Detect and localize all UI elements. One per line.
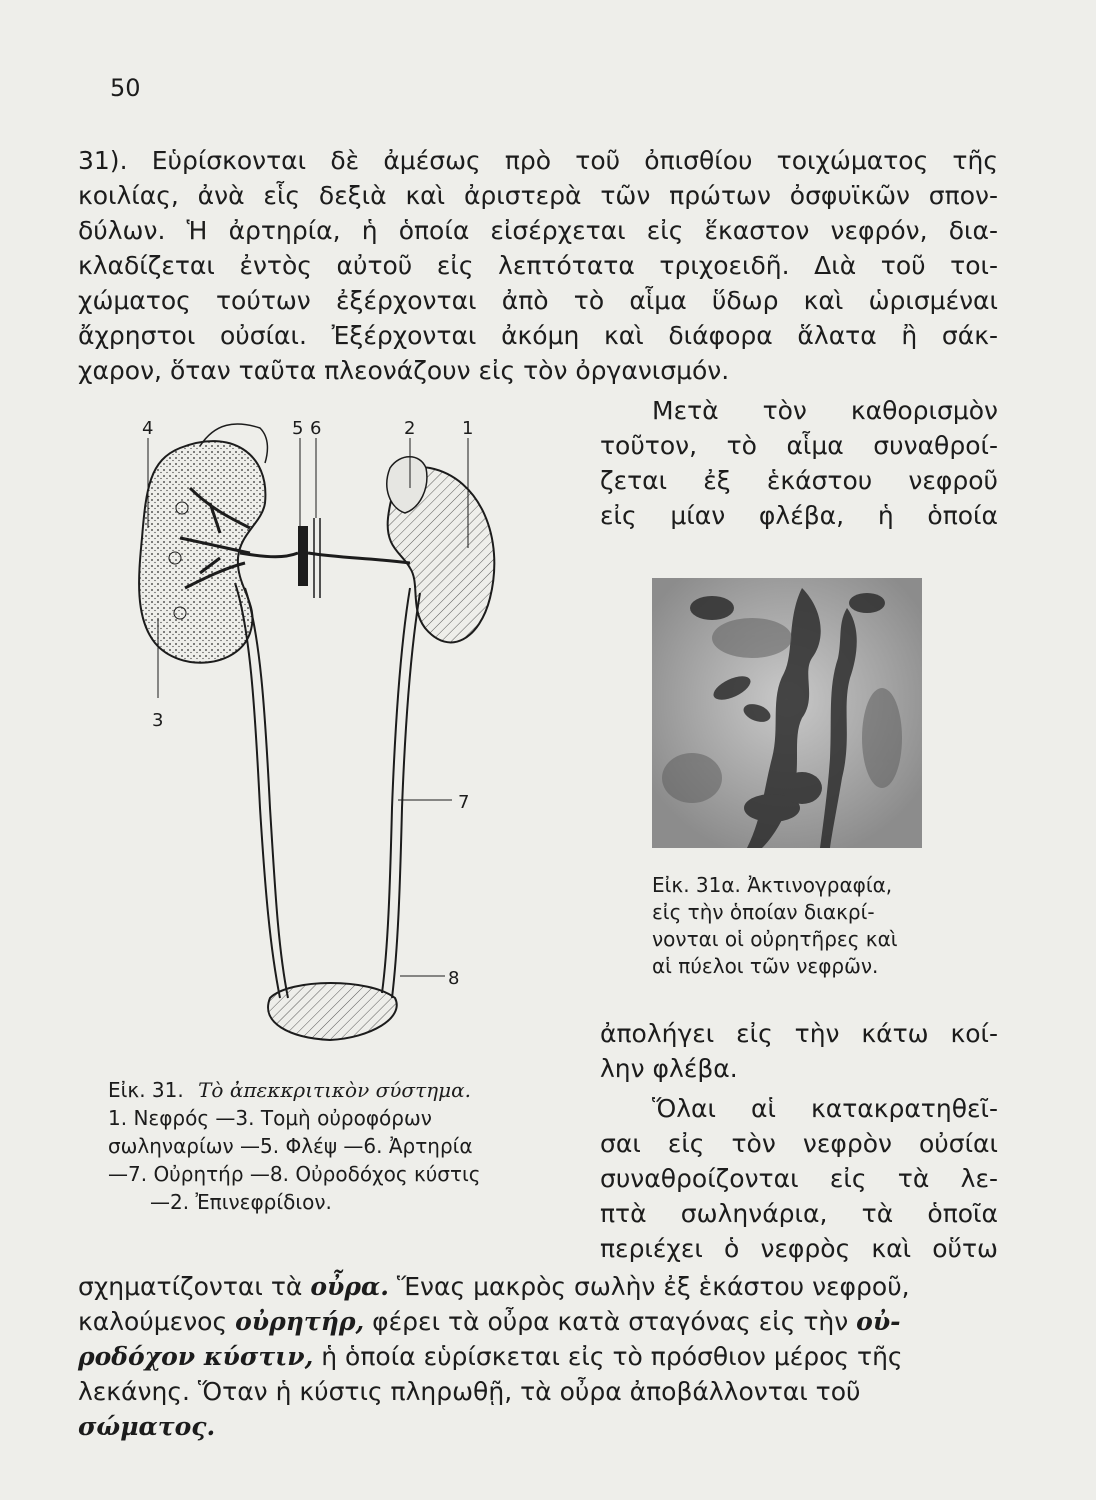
text-span: σχηματίζονται τὰ xyxy=(78,1272,311,1301)
text-line xyxy=(78,1341,998,1373)
text-span: φέρει τὰ οὖρα κατὰ σταγόνας εἰς τὴν xyxy=(364,1307,857,1336)
figure-caption-line: —7. Οὐρητήρ —8. Οὐροδόχος κύστις xyxy=(108,1162,481,1186)
text-line: τοῦτον, τὸ αἷμα συναθροί- xyxy=(600,431,998,460)
text-span: ἡ ὁποία εὑρίσκεται εἰς τὸ πρόσθιον μέρος τῆς xyxy=(313,1342,903,1371)
text-line: εἰς μίαν φλέβα, ἡ ὁποία xyxy=(600,501,998,530)
text-line xyxy=(78,1306,998,1338)
label-7: 7 xyxy=(458,792,470,813)
excretory-system-diagram xyxy=(120,408,500,1068)
label-3: 3 xyxy=(152,710,164,731)
vein xyxy=(298,526,308,586)
emphasis: σώματος. xyxy=(78,1412,216,1441)
label-6: 6 xyxy=(310,418,322,439)
photo-caption-line: εἰς τὴν ὁποίαν διακρί- xyxy=(652,900,875,924)
text-line: συναθροίζονται εἰς τὰ λε- xyxy=(600,1164,998,1193)
text-span: καλούμενος xyxy=(78,1307,236,1336)
text-line: σαι εἰς τὸν νεφρὸν οὐσίαι xyxy=(600,1129,998,1158)
text-line: ἄχρηστοι οὐσίαι. Ἐξέρχονται ἀκόμη καὶ διάφορα ἅλατα ἢ σάκ- xyxy=(78,321,998,350)
text-line: περιέχει ὁ νεφρὸς καὶ οὕτω xyxy=(600,1234,998,1263)
text-line: δύλων. Ἡ ἀρτηρία, ἡ ὁποία εἰσέρχεται εἰς ἕκαστον νεφρόν, δια- xyxy=(78,216,998,245)
photo-caption-line: νονται οἱ οὐρητῆρες καὶ xyxy=(652,927,898,951)
figure-label: Εἰκ. 31. xyxy=(108,1078,184,1102)
label-4: 4 xyxy=(142,418,154,439)
emphasis: ροδόχον κύστιν, xyxy=(78,1342,314,1371)
page-number: 50 xyxy=(110,74,141,102)
figure-title: Τὸ ἀπεκκριτικὸν σύστημα. xyxy=(198,1078,471,1102)
text-line: ζεται ἐξ ἑκάστου νεφροῦ xyxy=(600,466,998,495)
text-line: 31). Εὑρίσκονται δὲ ἀμέσως πρὸ τοῦ ὀπισθίου τοιχώματος τῆς xyxy=(78,146,998,175)
text-line: πτὰ σωληνάρια, τὰ ὁποῖα xyxy=(600,1199,998,1228)
emphasis: οὐ- xyxy=(856,1307,901,1336)
text-line: Μετὰ τὸν καθορισμὸν xyxy=(652,396,998,425)
label-1: 1 xyxy=(462,418,474,439)
text-line: Ὅλαι αἱ κατακρατηθεῖ- xyxy=(652,1094,998,1123)
text-line: λεκάνης. Ὅταν ἡ κύστις πληρωθῇ, τὰ οὖρα ἀποβάλλονται τοῦ xyxy=(78,1377,861,1406)
text-line: ἀπολήγει εἰς τὴν κάτω κοί- xyxy=(600,1019,998,1048)
photo-caption-line: αἱ πύελοι τῶν νεφρῶν. xyxy=(652,954,879,978)
photo-caption-line: Εἰκ. 31α. Ἀκτινογραφία, xyxy=(652,873,893,897)
figure-caption-line: 1. Νεφρός —3. Τομὴ οὐροφόρων xyxy=(108,1106,432,1130)
emphasis: οὖρα. xyxy=(310,1272,389,1301)
text-line: χώματος τούτων ἐξέρχονται ἀπὸ τὸ αἷμα ὕδωρ καὶ ὡρισμέναι xyxy=(78,286,998,315)
text-span: Ἕνας μακρὸς σωλὴν ἐξ ἑκάστου νεφροῦ, xyxy=(388,1272,910,1301)
text-line: κλαδίζεται ἐντὸς αὐτοῦ εἰς λεπτότατα τριχοειδῆ. Διὰ τοῦ τοι- xyxy=(78,251,998,280)
emphasis: οὐρητήρ, xyxy=(235,1307,365,1336)
figure-caption-line: σωληναρίων —5. Φλέψ —6. Ἀρτηρία xyxy=(108,1134,473,1158)
text-line xyxy=(78,1411,998,1443)
label-2: 2 xyxy=(404,418,416,439)
text-line: χαρον, ὅταν ταῦτα πλεονάζουν εἰς τὸν ὀργανισμόν. xyxy=(78,356,730,385)
label-8: 8 xyxy=(448,968,460,989)
text-line: κοιλίας, ἀνὰ εἷς δεξιὰ καὶ ἀριστερὰ τῶν πρώτων ὀσφυϊκῶν σπον- xyxy=(78,181,998,210)
text-line: λην φλέβα. xyxy=(600,1054,738,1083)
figure-caption-title xyxy=(108,1078,471,1103)
xray-photo xyxy=(652,578,922,848)
figure-caption-line: —2. Ἐπινεφρίδιον. xyxy=(150,1190,332,1214)
text-line xyxy=(78,1271,998,1303)
label-5: 5 xyxy=(292,418,304,439)
